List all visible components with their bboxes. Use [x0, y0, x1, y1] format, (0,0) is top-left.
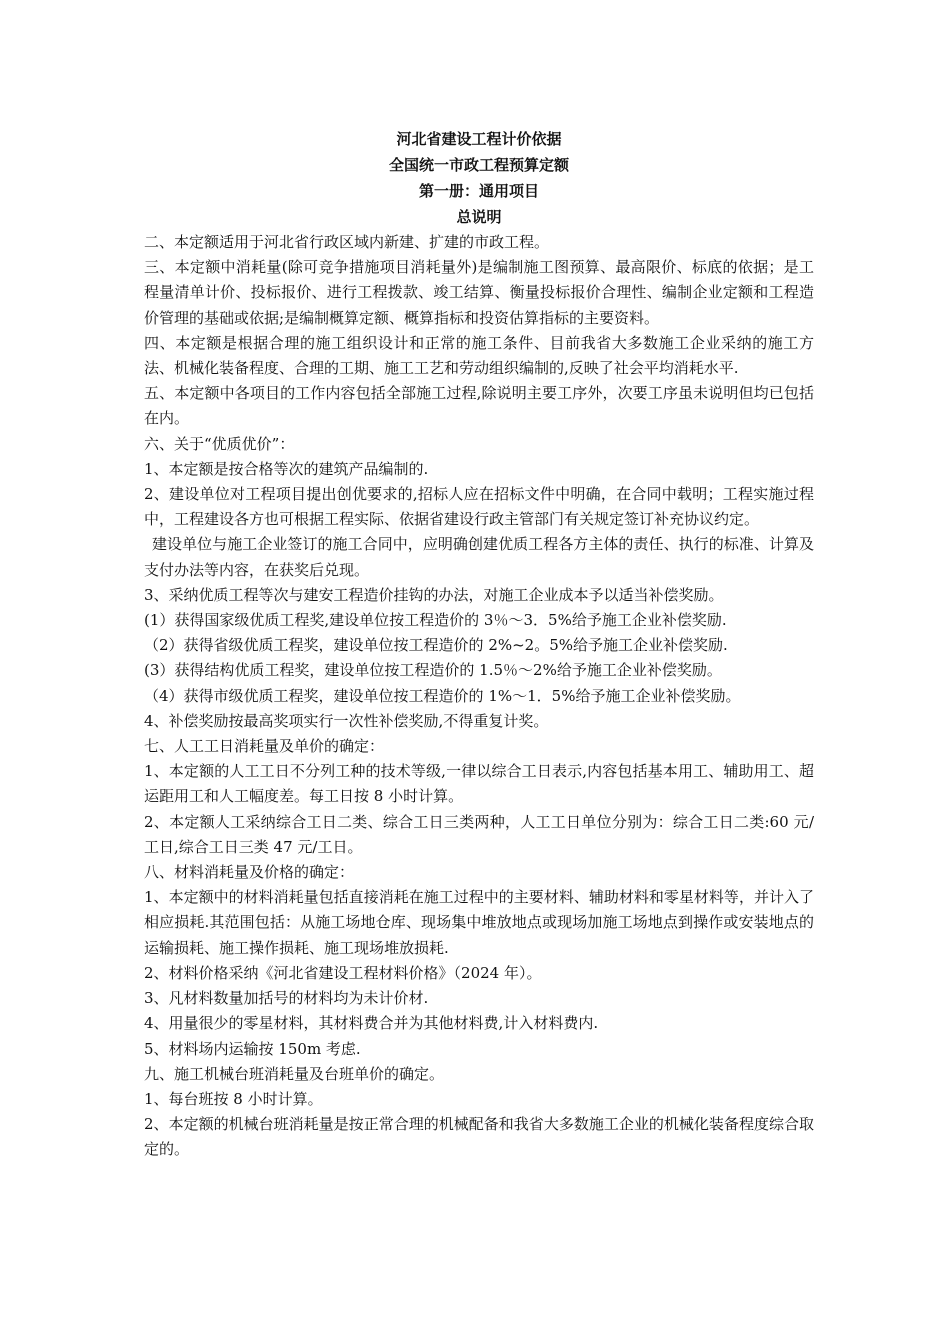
paragraph: (1）获得国家级优质工程奖,建设单位按工程造价的 3％～3．5%给予施工企业补偿奖励. [144, 611, 727, 630]
paragraph: (3）获得结构优质工程奖，建设单位按工程造价的 1.5％～2%给予施工企业补偿奖励。 [144, 661, 722, 680]
paragraph: 1、每台班按 8 小时计算。 [144, 1089, 323, 1108]
paragraph: 3、采纳优质工程等次与建安工程造价挂钩的办法，对施工企业成本予以适当补偿奖励。 [144, 585, 724, 604]
paragraph: 六、关于“优质优价”： [144, 434, 295, 453]
paragraph: 二、本定额适用于河北省行政区域内新建、扩建的市政工程。 [144, 233, 550, 251]
document-title-3: 第一册：通用项目 [418, 182, 539, 200]
paragraph: 五、本定额中各项目的工作内容包括全部施工过程,除说明主要工序外，次要工序虽未说明但均已包括在内。 [144, 384, 814, 428]
paragraph: 2、建设单位对工程项目提出创优要求的,招标人应在招标文件中明确，在合同中载明；工程实施过程中，工程建设各方也可根据工程实际、依据省建设行政主管部门有关规定签订补充协议约定。 [144, 485, 814, 529]
document-title-2: 全国统一市政工程预算定额 [388, 156, 569, 174]
paragraph: 1、本定额是按合格等次的建筑产品编制的. [144, 459, 429, 478]
paragraph: 1、本定额中的材料消耗量包括直接消耗在施工过程中的主要材料、辅助材料和零星材料等，并计入了相应损耗.其范围包括：从施工场地仓库、现场集中堆放地点或现场加施工场地点到操作或安装地点的运输损耗、施工操作损耗、施工现场堆放损耗. [144, 888, 814, 957]
document-title-1: 河北省建设工程计价依据 [396, 130, 562, 148]
paragraph: 3、凡材料数量加括号的材料均为未计价材. [144, 989, 429, 1008]
paragraph: 5、材料场内运输按 150m 考虑. [144, 1039, 361, 1058]
paragraph: （4）获得市级优质工程奖，建设单位按工程造价的 1%～1．5%给予施工企业补偿奖励。 [144, 686, 741, 705]
paragraph: 四、本定额是根据合理的施工组织设计和正常的施工条件、目前我省大多数施工企业采纳的施工方法、机械化装备程度、合理的工期、施工工艺和劳动组织编制的,反映了社会平均消耗水平. [144, 333, 814, 378]
paragraph: 2、本定额人工采纳综合工日二类、综合工日三类两种，人工工日单位分别为：综合工日二类:60 元/工日,综合工日三类 47 元/工日。 [144, 812, 814, 856]
paragraph: 4、补偿奖励按最高奖项实行一次性补偿奖励,不得重复计奖。 [144, 711, 549, 730]
paragraph: 八、材料消耗量及价格的确定： [144, 863, 355, 882]
paragraph: 4、用量很少的零星材料，其材料费合并为其他材料费,计入材料费内. [144, 1014, 599, 1033]
section-heading-general-notes: 总说明 [456, 208, 502, 226]
paragraph: 2、材料价格采纳《河北省建设工程材料价格》（2024 年）。 [144, 963, 542, 982]
paragraph: （2）获得省级优质工程奖，建设单位按工程造价的 2%~2。5%给予施工企业补偿奖励. [144, 636, 728, 655]
paragraph: 1、本定额的人工工日不分列工种的技术等级,一律以综合工日表示,内容包括基本用工、辅助用工、超运距用工和人工幅度差。每工日按 8 小时计算。 [144, 762, 814, 806]
paragraph: 七、人工工日消耗量及单价的确定： [144, 737, 385, 756]
paragraph: 三、本定额中消耗量(除可竞争措施项目消耗量外)是编制施工图预算、最高限价、标底的依据；是工程量清单计价、投标报价、进行工程拨款、竣工结算、衡量投标报价合理性、编制企业定额和工程造价管理的基础或依据;是编制概算定额、概算指标和投资估算指标的主要资料。 [144, 258, 814, 327]
document-body [144, 126, 814, 1163]
paragraph: 九、施工机械台班消耗量及台班单价的确定。 [144, 1064, 445, 1083]
paragraph: 2、本定额的机械台班消耗量是按正常合理的机械配备和我省大多数施工企业的机械化装备程度综合取定的。 [144, 1115, 814, 1159]
paragraph: 建设单位与施工企业签订的施工合同中，应明确创建优质工程各方主体的责任、执行的标准、计算及支付办法等内容，在获奖后兑现。 [144, 535, 814, 579]
